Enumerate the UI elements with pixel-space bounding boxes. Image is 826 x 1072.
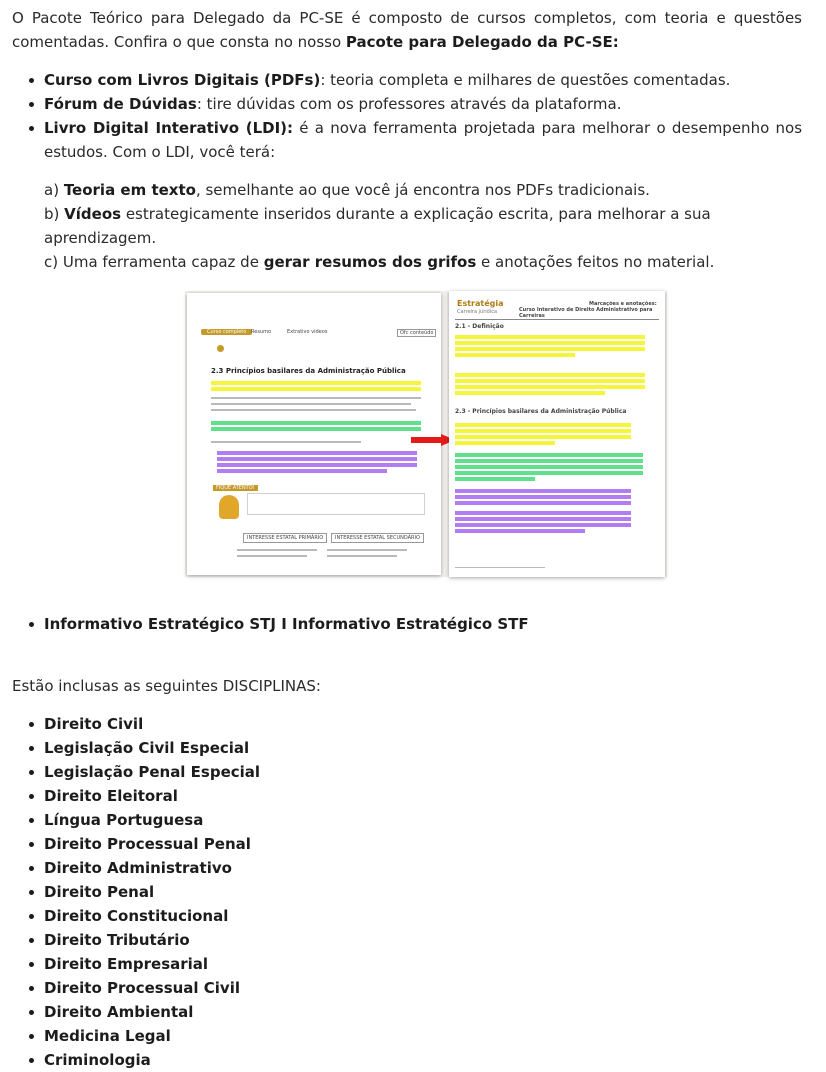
highlight-yellow-1 [211,381,421,385]
disciplines-title: Estão inclusas as seguintes DISCIPLINAS: [12,677,321,695]
ldi-item-b: b) Vídeos estrategicamente inseridos durante a explicação escrita, para melhorar a sua aprendizagem. [44,205,711,247]
discipline-item: Direito Administrativo [44,856,802,880]
ldi-item-c: c) Uma ferramenta capaz de gerar resumos dos grifos e anotações feitos no material. [44,253,715,271]
discipline-item: Língua Portuguesa [44,808,802,832]
fique-atento-tag: FIQUE ATENTO! [213,485,258,491]
discipline-item: Criminologia [44,1048,802,1072]
highlight-yellow-2 [211,387,421,391]
highlight-purple [455,501,631,505]
highlight-yellow [455,435,631,439]
ldi-right-page [449,291,665,577]
left-tab-videos: Extrativo videos [287,329,328,335]
highlight-yellow [455,385,645,389]
tag-interesse-primario: INTERESSE ESTATAL PRIMÁRIO [243,533,327,543]
section-principios: 2.3 - Princípios basilares da Administração Pública [455,408,627,415]
discipline-item: Direito Ambiental [44,1000,802,1024]
footer-line [455,567,545,568]
informativo-item: Informativo Estratégico STJ I Informativo Estratégico STF [44,612,802,636]
highlight-purple [455,523,631,527]
highlight-purple-2 [217,457,417,461]
discipline-item: Medicina Legal [44,1024,802,1048]
text-line [211,403,411,405]
highlight-purple [455,495,631,499]
highlight-purple [455,517,631,521]
brand-name: Estratégia [457,299,504,308]
left-tab-resumo: Resumo [251,329,272,335]
divider [455,319,659,320]
highlight-yellow [455,353,575,357]
discipline-item: Direito Constitucional [44,904,802,928]
highlight-green [455,477,535,481]
discipline-item: Direito Civil [44,712,802,736]
left-page-heading: 2.3 Princípios basilares da Administração Pública [211,367,406,375]
right-subtitle: Curso Interativo de Direito Administrativo para Carreiras [519,307,653,319]
disciplines-list [12,712,802,1072]
discipline-item: Direito Tributário [44,928,802,952]
brand-logo [457,299,504,308]
feature-item-forum: Fórum de Dúvidas: tire dúvidas com os professores através da plataforma. [44,92,802,116]
highlight-purple [455,511,631,515]
ldi-item-a: a) Teoria em texto, semelhante ao que você já encontra nos PDFs tradicionais. [44,181,650,199]
text-line [327,549,407,551]
brand-subtitle: Carreira jurídica [457,309,498,315]
discipline-item: Legislação Civil Especial [44,736,802,760]
ldi-illustration [185,291,667,577]
discipline-item: Direito Processual Penal [44,832,802,856]
highlight-yellow [455,423,631,427]
extra-list [12,612,802,636]
text-line [211,409,416,411]
highlight-purple-4 [217,469,387,473]
text-line [327,555,397,557]
highlight-green [455,459,643,463]
ldi-sublist [44,178,802,274]
section-definicao: 2.1 - Definição [455,323,504,330]
text-line [211,441,361,443]
text-line [237,555,307,557]
highlight-green [455,453,643,457]
highlight-yellow [455,429,631,433]
right-title: Marcações e anotações: [589,301,657,307]
features-list [12,68,802,164]
play-icon [217,345,224,352]
highlight-green-2 [211,427,421,431]
discipline-item: Direito Empresarial [44,952,802,976]
highlight-purple [455,489,631,493]
highlight-green [455,471,643,475]
feature-item-ldi: Livro Digital Interativo (LDI): é a nova ferramenta projetada para melhorar o desempenho nos estudos. Com o LDI, você terá: [44,116,802,164]
feature-item-pdfs: Curso com Livros Digitais (PDFs): teoria completa e milhares de questões comentadas. [44,68,802,92]
intro-paragraph: O Pacote Teórico para Delegado da PC-SE é composto de cursos completos, com teoria e questões comentadas. Confira o que consta no nosso Pacote para Delegado da PC-SE: [12,9,802,51]
ldi-left-page [187,293,441,575]
discipline-item: Direito Processual Civil [44,976,802,1000]
left-tab-curso: Curso completo [201,329,252,335]
highlight-yellow [455,347,645,351]
highlight-yellow [455,335,645,339]
highlight-yellow [455,341,645,345]
highlight-purple [455,529,585,533]
callout-box [247,493,425,515]
tag-interesse-secundario: INTERESSE ESTATAL SECUNDÁRIO [331,533,424,543]
text-line [237,549,317,551]
discipline-item: Direito Penal [44,880,802,904]
highlight-green-1 [211,421,421,425]
owl-mascot-icon [219,495,239,519]
discipline-item: Direito Eleitoral [44,784,802,808]
highlight-yellow [455,441,555,445]
highlight-yellow [455,379,645,383]
highlight-yellow [455,373,645,377]
highlight-purple-1 [217,451,417,455]
highlight-green [455,465,643,469]
highlight-yellow [455,391,605,395]
left-tab-conteudo: Ofc conteúdo [397,329,436,337]
text-line [211,397,421,399]
discipline-item: Legislação Penal Especial [44,760,802,784]
highlight-purple-3 [217,463,417,467]
